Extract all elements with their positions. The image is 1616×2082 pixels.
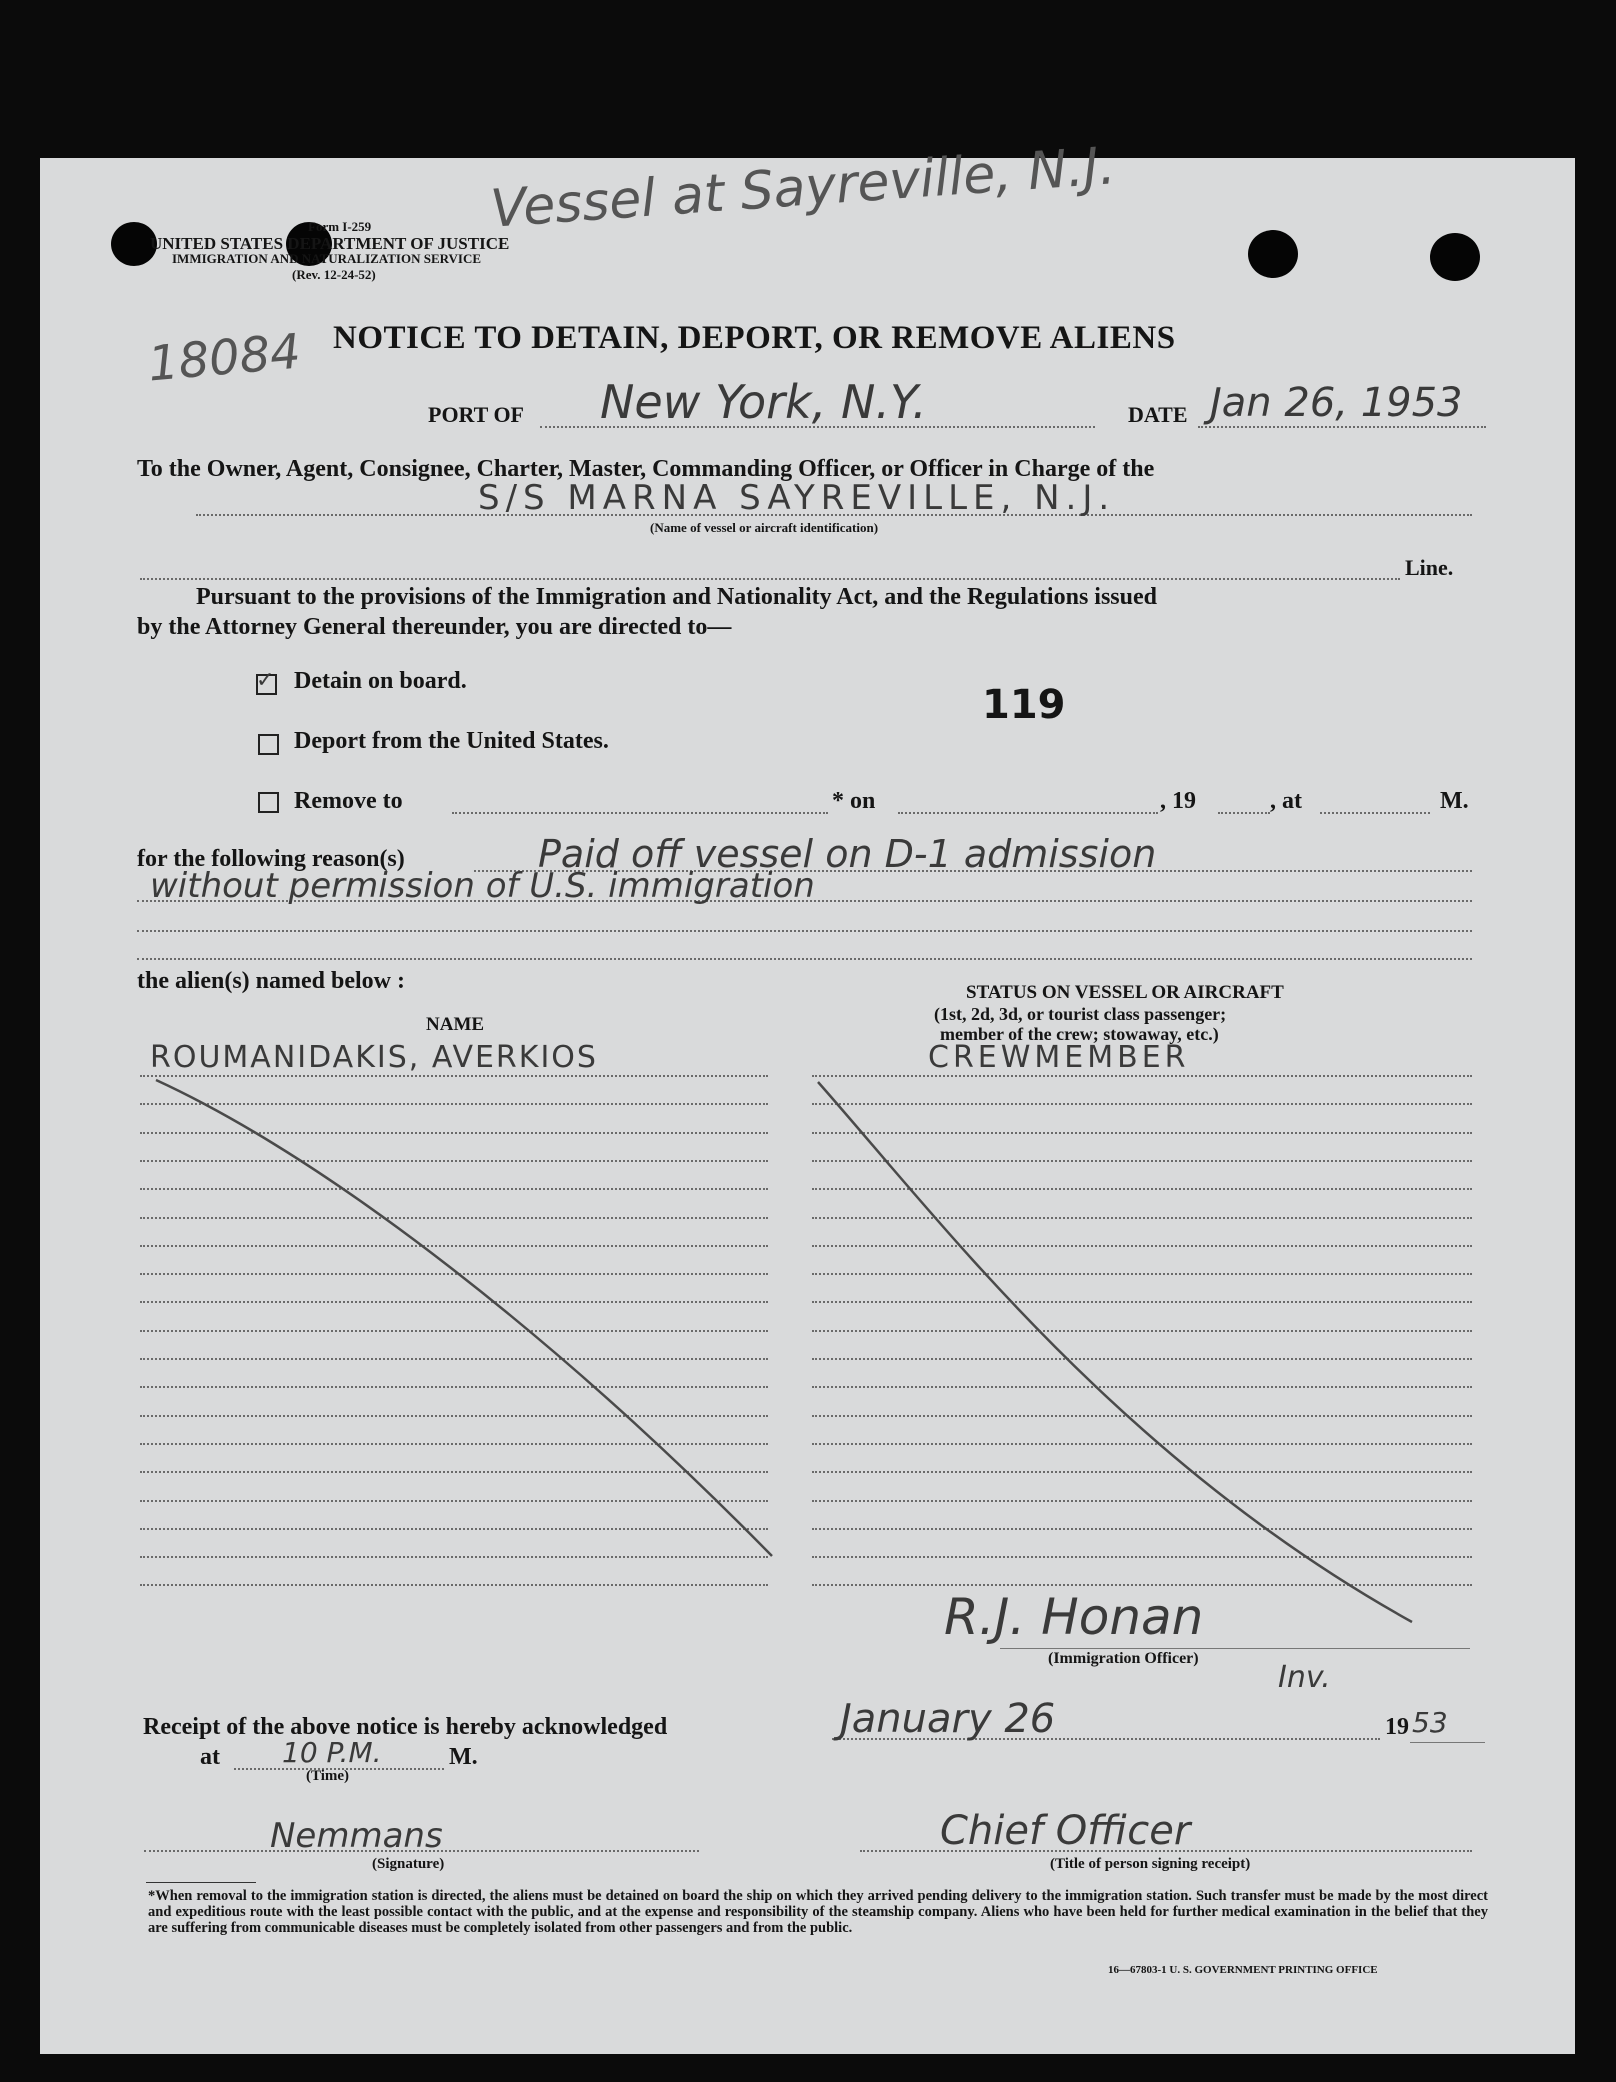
alien-name-value: ROUMANIDAKIS, AVERKIOS	[150, 1040, 598, 1075]
remove-label: Remove to	[294, 788, 403, 814]
status-header-note-2: member of the crew; stowaway, etc.)	[940, 1024, 1219, 1044]
line-label: Line.	[1405, 555, 1454, 580]
remove-year-label: , 19	[1160, 788, 1196, 814]
title-value: Chief Officer	[940, 1808, 1191, 1854]
vessel-value: S/S MARNA SAYREVILLE, N.J.	[478, 478, 1116, 518]
officer-caption: (Immigration Officer)	[1048, 1650, 1199, 1667]
port-label: PORT OF	[428, 402, 524, 427]
reason-label: for the following reason(s)	[137, 846, 405, 872]
form-title: NOTICE TO DETAIN, DEPORT, OR REMOVE ALIENS	[333, 320, 1176, 356]
agency-subname: IMMIGRATION AND NATURALIZATION SERVICE	[172, 251, 482, 266]
name-header: NAME	[426, 1014, 485, 1035]
detain-checkmark: ✓	[256, 668, 275, 693]
footnote-rule	[146, 1882, 256, 1883]
status-header: STATUS ON VESSEL OR AIRCRAFT	[966, 982, 1284, 1003]
footnote: *When removal to the immigration station is directed, the aliens must be detained on board the ship on which they arrived pending delivery to the immigration station. Such transfer must be made by the most direct and expeditious route with the least possible contact with the public, and at the expense and responsibility of the steamship company. Aliens who have been held for further medical examination in the belief that they are suffering from communicable diseases must be completely isolated from other passengers and from the public.	[148, 1888, 1488, 1936]
receipt-year-label: 19	[1385, 1714, 1409, 1740]
detain-label: Detain on board.	[294, 668, 467, 694]
status-cancel-stroke	[818, 1082, 1412, 1622]
remove-on-label: * on	[832, 788, 876, 814]
officer-signature: R.J. Honan	[944, 1588, 1204, 1646]
printer-line: 16—67803-1 U. S. GOVERNMENT PRINTING OFFICE	[1108, 1964, 1378, 1976]
deport-label: Deport from the United States.	[294, 728, 609, 754]
date-value: Jan 26, 1953	[1210, 380, 1463, 426]
port-value: New York, N.Y.	[600, 375, 927, 429]
signature-value: Nemmans	[270, 1816, 443, 1856]
remove-m-label: M.	[1440, 788, 1469, 814]
pursuant-line2: by the Attorney General thereunder, you are directed to—	[137, 614, 732, 640]
aliens-label: the alien(s) named below :	[137, 968, 405, 994]
handwritten-vessel-note: Vessel at Sayreville, N.J.	[488, 136, 1118, 240]
reason-value-2: without permission of U.S. immigration	[150, 866, 815, 906]
receipt-year-value: 53	[1412, 1706, 1448, 1739]
addressee-text: To the Owner, Agent, Consignee, Charter, Master, Commanding Officer, or Officer in Charge of the	[137, 456, 1155, 482]
handwritten-file-number: 18084	[145, 323, 303, 393]
receipt-year-underline	[1410, 1742, 1485, 1743]
alien-status-value: CREWMEMBER	[928, 1040, 1190, 1075]
date-label: DATE	[1128, 402, 1188, 427]
agency-name: UNITED STATES DEPARTMENT OF JUSTICE	[150, 234, 510, 253]
receipt-text: Receipt of the above notice is hereby acknowledged	[143, 1714, 668, 1740]
title-caption: (Title of person signing receipt)	[1050, 1856, 1251, 1872]
officer-signature-line	[1000, 1648, 1470, 1649]
vessel-caption: (Name of vessel or aircraft identification)	[650, 520, 879, 535]
receipt-date-value: January 26	[840, 1696, 1056, 1742]
form-number: Form I-259	[308, 219, 372, 234]
name-cancel-stroke	[156, 1080, 772, 1556]
remove-at-label: , at	[1270, 788, 1302, 814]
reason-value-1: Paid off vessel on D-1 admission	[538, 832, 1157, 876]
stamp-number: 119	[982, 682, 1066, 728]
status-header-note-1: (1st, 2d, 3d, or tourist class passenger;	[934, 1004, 1227, 1024]
form-revision: (Rev. 12-24-52)	[292, 267, 376, 282]
signature-caption: (Signature)	[372, 1856, 445, 1872]
receipt-m-label: M.	[449, 1744, 478, 1770]
receipt-time-caption: (Time)	[306, 1768, 350, 1784]
pursuant-line1: Pursuant to the provisions of the Immigration and Nationality Act, and the Regulations issued	[196, 584, 1157, 610]
officer-title: Inv.	[1278, 1660, 1331, 1695]
receipt-time-value: 10 P.M.	[282, 1736, 382, 1769]
receipt-at-label: at	[200, 1744, 220, 1770]
